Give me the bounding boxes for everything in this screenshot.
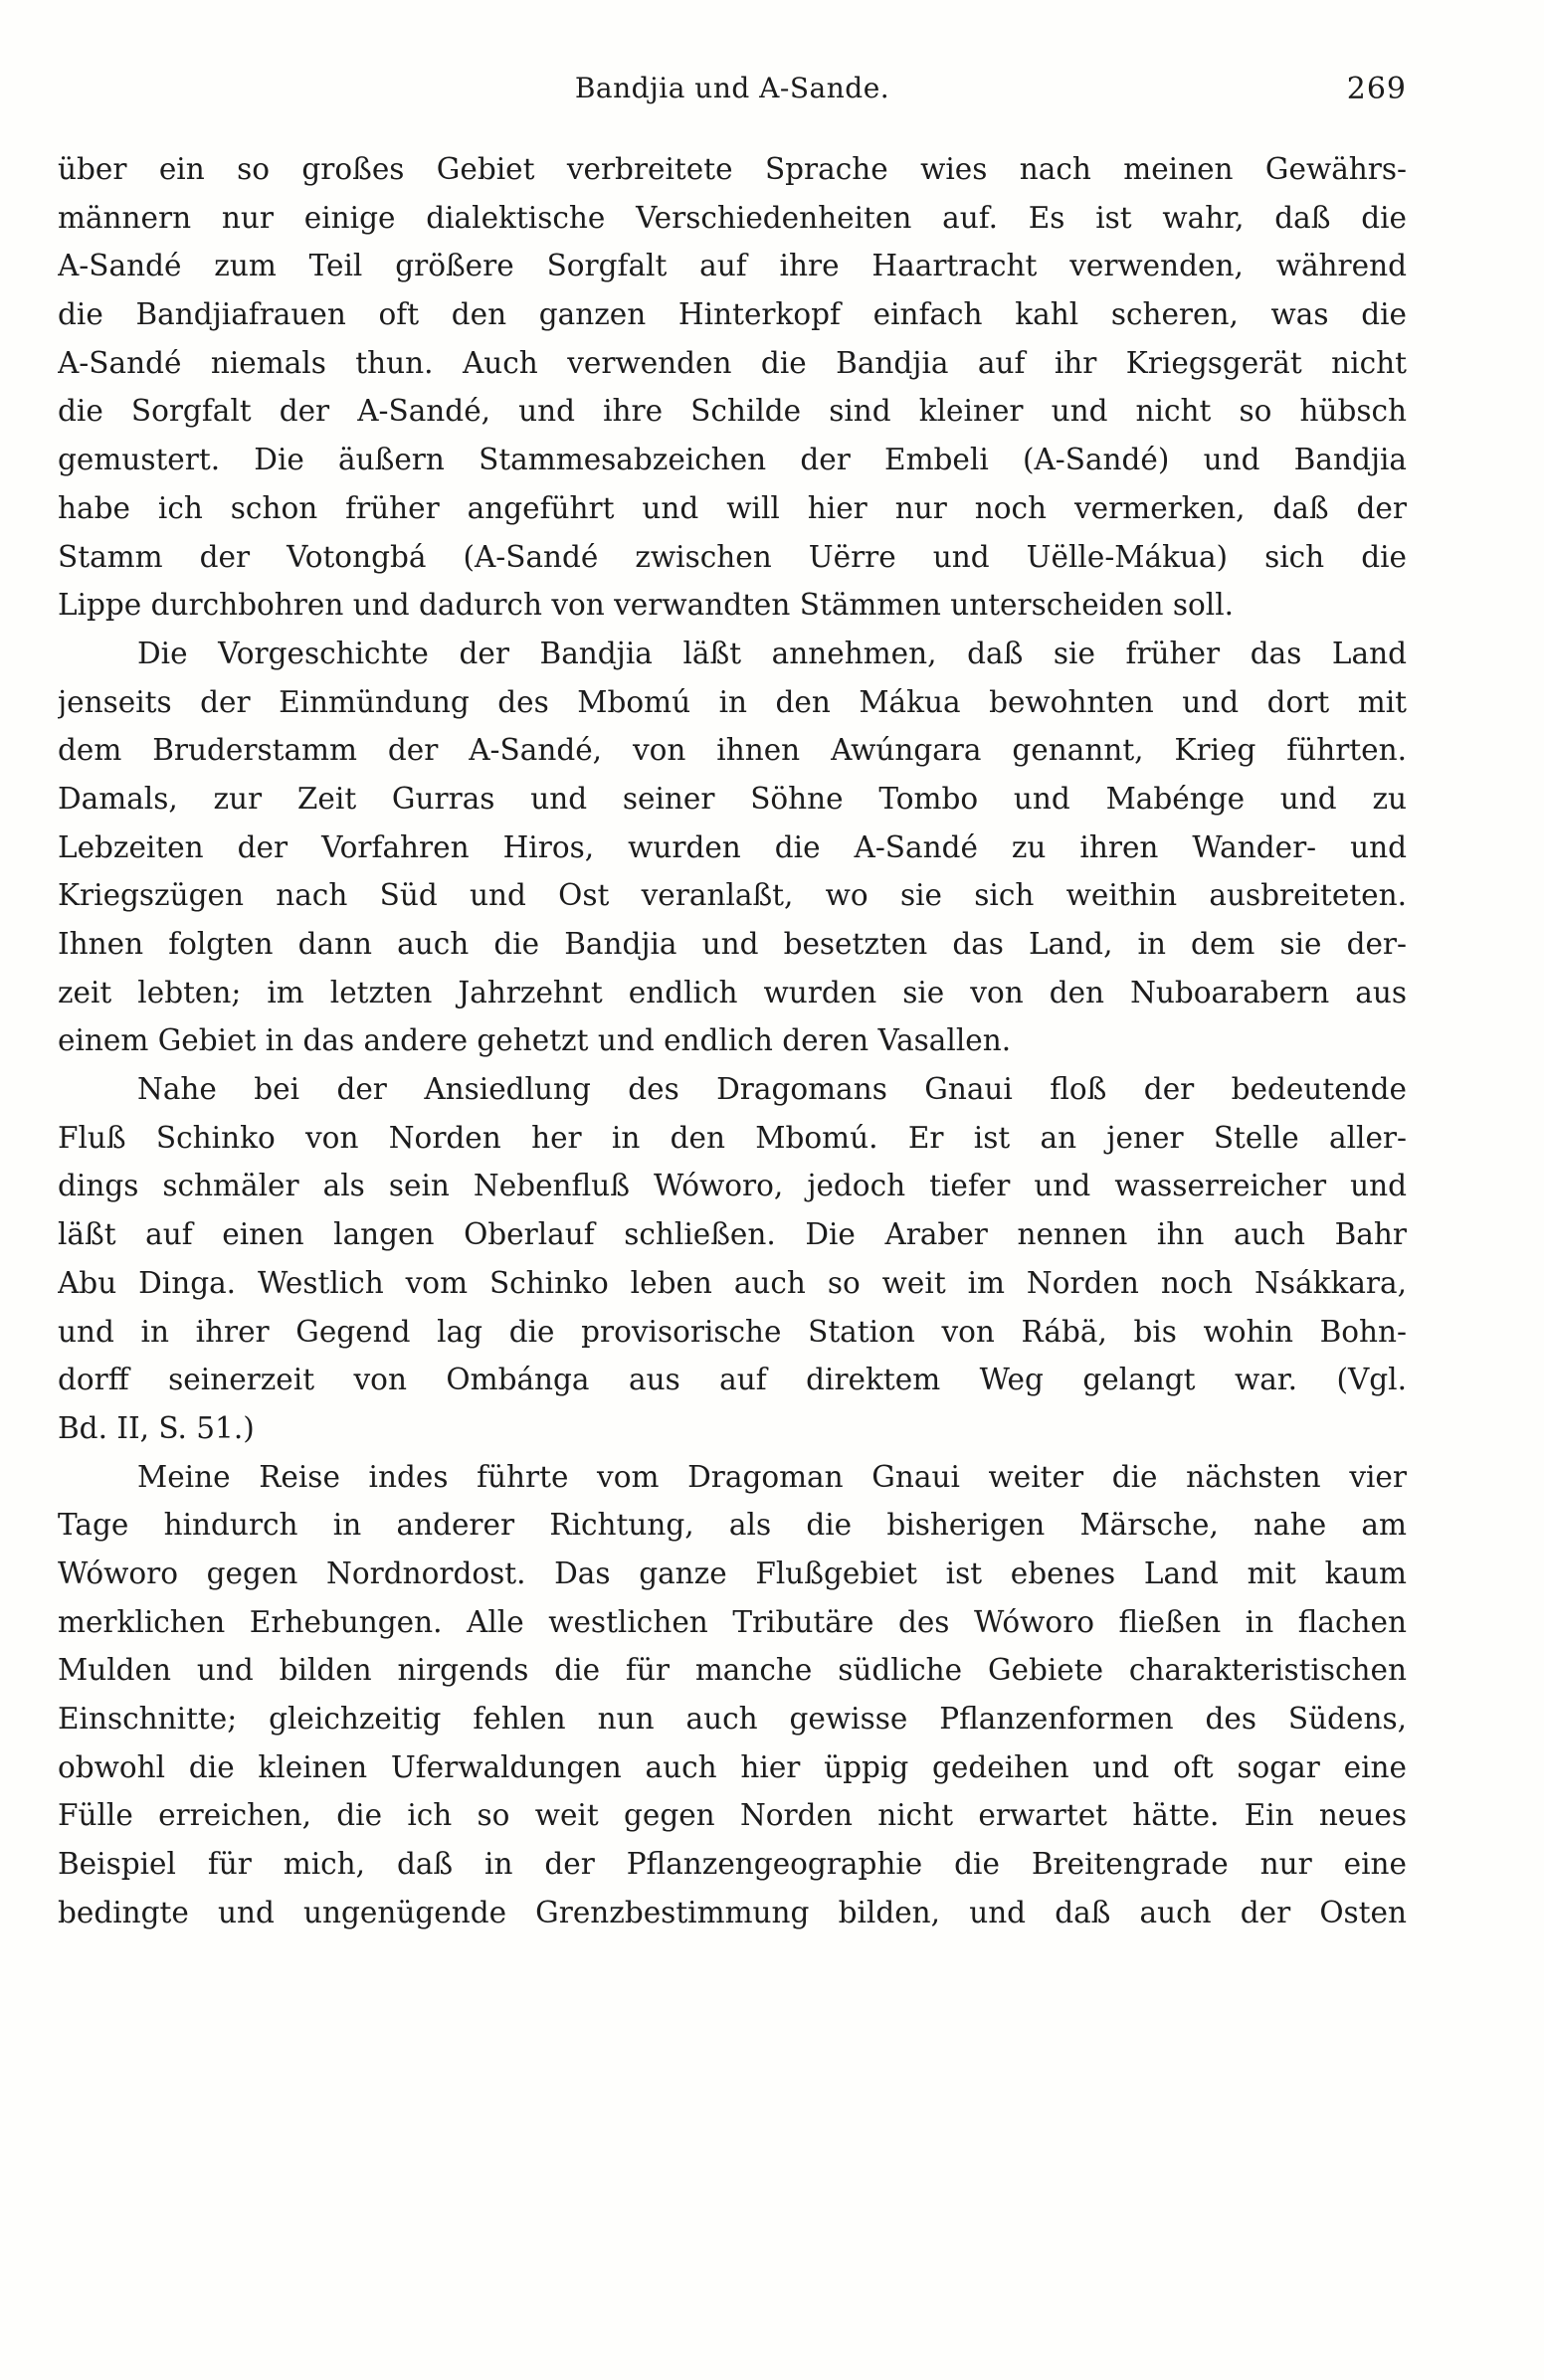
text-line: Einschnitte; gleichzeitig fehlen nun auch gewisse Pflanzenformen des Südens, [58, 1702, 1407, 1736]
text-line: Nahe bei der Ansiedlung des Dragomans Gnaui floß der bedeutende [137, 1072, 1407, 1107]
text-line: Bd. II, S. 51.) [58, 1410, 255, 1445]
text-line: die Sorgfalt der A-Sandé, und ihre Schilde sind kleiner und nicht so hübsch [58, 394, 1407, 429]
text-line: über ein so großes Gebiet verbreitete Sprache wies nach meinen Gewährs- [58, 152, 1407, 186]
text-line: obwohl die kleinen Uferwaldungen auch hier üppig gedeihen und oft sogar eine [58, 1749, 1407, 1784]
text-line: Meine Reise indes führte vom Dragoman Gnaui weiter die nächsten vier [137, 1459, 1407, 1494]
text-line: merklichen Erhebungen. Alle westlichen Tributäre des Wóworo fließen in flachen [58, 1604, 1407, 1639]
text-line: Beispiel für mich, daß in der Pflanzengeographie die Breitengrade nur eine [58, 1847, 1407, 1882]
text-line: Lebzeiten der Vorfahren Hiros, wurden die A-Sandé zu ihren Wander- und [58, 829, 1407, 864]
text-line: dorff seinerzeit von Ombánga aus auf direktem Weg gelangt war. (Vgl. [58, 1363, 1407, 1397]
text-line: jenseits der Einmündung des Mbomú in den Mákua bewohnten und dort mit [58, 684, 1407, 719]
text-line: und in ihrer Gegend lag die provisorische Station von Rábä, bis wohin Bohn- [58, 1314, 1407, 1349]
page-number: 269 [1346, 72, 1407, 106]
text-line: Kriegszügen nach Süd und Ost veranlaßt, wo sie sich weithin ausbreiteten. [58, 878, 1407, 913]
text-line: A-Sandé niemals thun. Auch verwenden die Bandjia auf ihr Kriegsgerät nicht [58, 345, 1407, 380]
text-line: Die Vorgeschichte der Bandjia läßt annehmen, daß sie früher das Land [137, 636, 1407, 670]
text-line: gemustert. Die äußern Stammesabzeichen der Embeli (A-Sandé) und Bandjia [58, 443, 1407, 477]
text-line: Mulden und bilden nirgends die für manche südliche Gebiete charakteristischen [58, 1653, 1407, 1688]
page-header [58, 72, 1407, 111]
text-line: die Bandjiafrauen oft den ganzen Hinterkopf einfach kahl scheren, was die [58, 297, 1407, 332]
text-line: Fülle erreichen, die ich so weit gegen Norden nicht erwartet hätte. Ein neues [58, 1798, 1407, 1833]
text-line: habe ich schon früher angeführt und will hier nur noch vermerken, daß der [58, 490, 1407, 525]
text-line: dings schmäler als sein Nebenfluß Wóworo, jedoch tiefer und wasserreicher und [58, 1169, 1407, 1203]
text-line: bedingte und ungenügende Grenzbestimmung bilden, und daß auch der Osten [58, 1895, 1407, 1929]
text-line: Stamm der Votongbá (A-Sandé zwischen Uërre und Uëlle-Mákua) sich die [58, 539, 1407, 574]
text-line: Lippe durchbohren und dadurch von verwandten Stämmen unterscheiden soll. [58, 588, 1235, 623]
text-line: Damals, zur Zeit Gurras und seiner Söhne Tombo und Mabénge und zu [58, 781, 1407, 816]
text-line: A-Sandé zum Teil größere Sorgfalt auf ihre Haartracht verwenden, während [58, 249, 1407, 283]
text-line: Abu Dinga. Westlich vom Schinko leben auch so weit im Norden noch Nsákkara, [58, 1265, 1407, 1300]
text-line: Fluß Schinko von Norden her in den Mbomú. Er ist an jener Stelle aller- [58, 1120, 1407, 1155]
text-line: zeit lebten; im letzten Jahrzehnt endlich wurden sie von den Nuboarabern aus [58, 975, 1407, 1009]
text-line: läßt auf einen langen Oberlauf schließen. Die Araber nennen ihn auch Bahr [58, 1217, 1407, 1252]
text-line: Wóworo gegen Nordnordost. Das ganze Flußgebiet ist ebenes Land mit kaum [58, 1556, 1407, 1590]
text-line: männern nur einige dialektische Verschiedenheiten auf. Es ist wahr, daß die [58, 200, 1407, 235]
text-line: einem Gebiet in das andere gehetzt und endlich deren Vasallen. [58, 1023, 1012, 1058]
text-line: Tage hindurch in anderer Richtung, als die bisherigen Märsche, nahe am [58, 1508, 1407, 1543]
text-line: dem Bruderstamm der A-Sandé, von ihnen Awúngara genannt, Krieg führten. [58, 733, 1407, 768]
body-text [58, 145, 1407, 1936]
text-line: Ihnen folgten dann auch die Bandjia und besetzten das Land, in dem sie der- [58, 927, 1407, 961]
running-title: Bandjia und A-Sande. [574, 72, 890, 104]
